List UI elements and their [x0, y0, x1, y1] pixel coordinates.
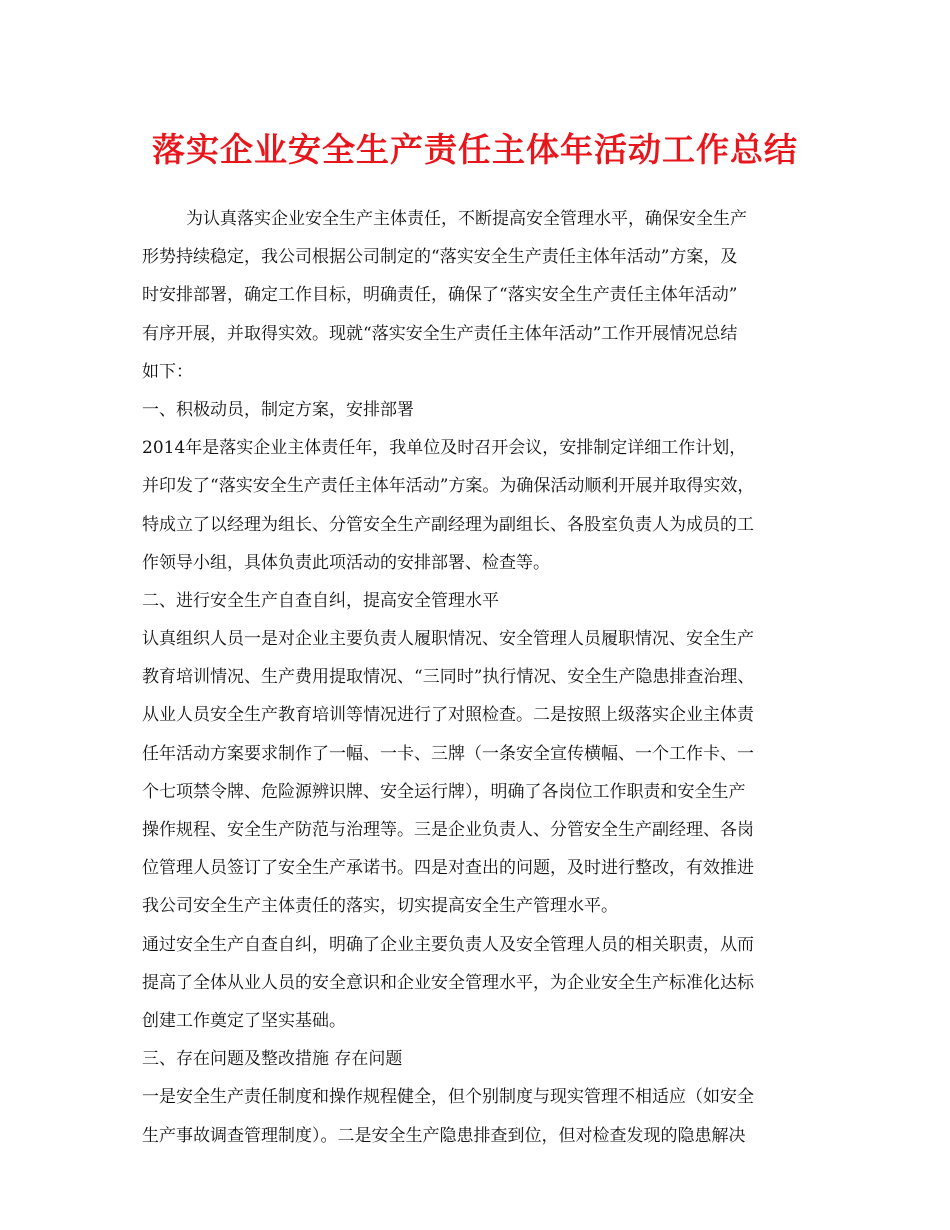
- text-line: 为认真落实企业安全生产主体责任，不断提高安全管理水平，确保安全生产: [186, 209, 747, 229]
- text-line: 个七项禁令牌、危险源辨识牌、安全运行牌），明确了各岗位工作职责和安全生产: [142, 781, 746, 802]
- text-line: 一、积极动员，制定方案，安排部署: [142, 399, 414, 420]
- text-line: 三、存在问题及整改措施 存在问题: [142, 1049, 403, 1070]
- text-line: 有序开展，并取得实效。现就“落实安全生产责任主体年活动”工作开展情况总结: [142, 323, 738, 344]
- text-line: 通过安全生产自查自纠，明确了企业主要负责人及安全管理人员的相关职责，从而: [142, 934, 754, 955]
- text-line: 操作规程、安全生产防范与治理等。三是企业负责人、分管安全生产副经理、各岗: [142, 820, 754, 840]
- text-line: 创建工作奠定了坚实基础。: [142, 1010, 346, 1031]
- text-line: 位管理人员签订了安全生产承诺书。四是对查出的问题，及时进行整改，有效推进: [142, 858, 754, 879]
- text-line: 作领导小组，具体负责此项活动的安排部署、检查等。: [142, 552, 550, 573]
- text-line: 提高了全体从业人员的安全意识和企业安全管理水平，为企业安全生产标准化达标: [142, 972, 754, 993]
- text-line: 认真组织人员一是对企业主要负责人履职情况、安全管理人员履职情况、安全生产: [142, 629, 754, 650]
- text-line: 2014年是落实企业主体责任年，我单位及时召开会议，安排制定详细工作计划，: [142, 438, 747, 459]
- text-line: 形势持续稳定，我公司根据公司制定的“落实安全生产责任主体年活动”方案，及: [142, 247, 738, 268]
- document-title: 落实企业安全生产责任主体年活动工作总结: [152, 130, 798, 169]
- document-body: [142, 200, 822, 1155]
- text-line: 任年活动方案要求制作了一幅、一卡、三牌（一条安全宣传横幅、一个工作卡、一: [142, 743, 754, 764]
- text-line: 生产事故调查管理制度）。二是安全生产隐患排查到位，但对检查发现的隐患解决: [142, 1125, 746, 1146]
- text-line: 教育培训情况、生产费用提取情况、“三同时”执行情况、安全生产隐患排查治理、: [142, 667, 755, 688]
- text-line: 特成立了以经理为组长、分管安全生产副经理为副组长、各股室负责人为成员的工: [142, 514, 754, 535]
- text-line: 一是安全生产责任制度和操作规程健全，但个别制度与现实管理不相适应（如安全: [142, 1087, 754, 1108]
- text-line: 从业人员安全生产教育培训等情况进行了对照检查。二是按照上级落实企业主体责: [142, 705, 754, 726]
- text-line: 时安排部署，确定工作目标，明确责任，确保了“落实安全生产责任主体年活动”: [142, 285, 738, 306]
- text-line: 如下：: [142, 361, 193, 382]
- text-line: 我公司安全生产主体责任的落实，切实提高安全生产管理水平。: [142, 896, 618, 917]
- text-line: 二、进行安全生产自查自纠，提高安全管理水平: [142, 590, 499, 611]
- text-line: 并印发了“落实安全生产责任主体年活动”方案。为确保活动顺利开展并取得实效，: [142, 476, 755, 497]
